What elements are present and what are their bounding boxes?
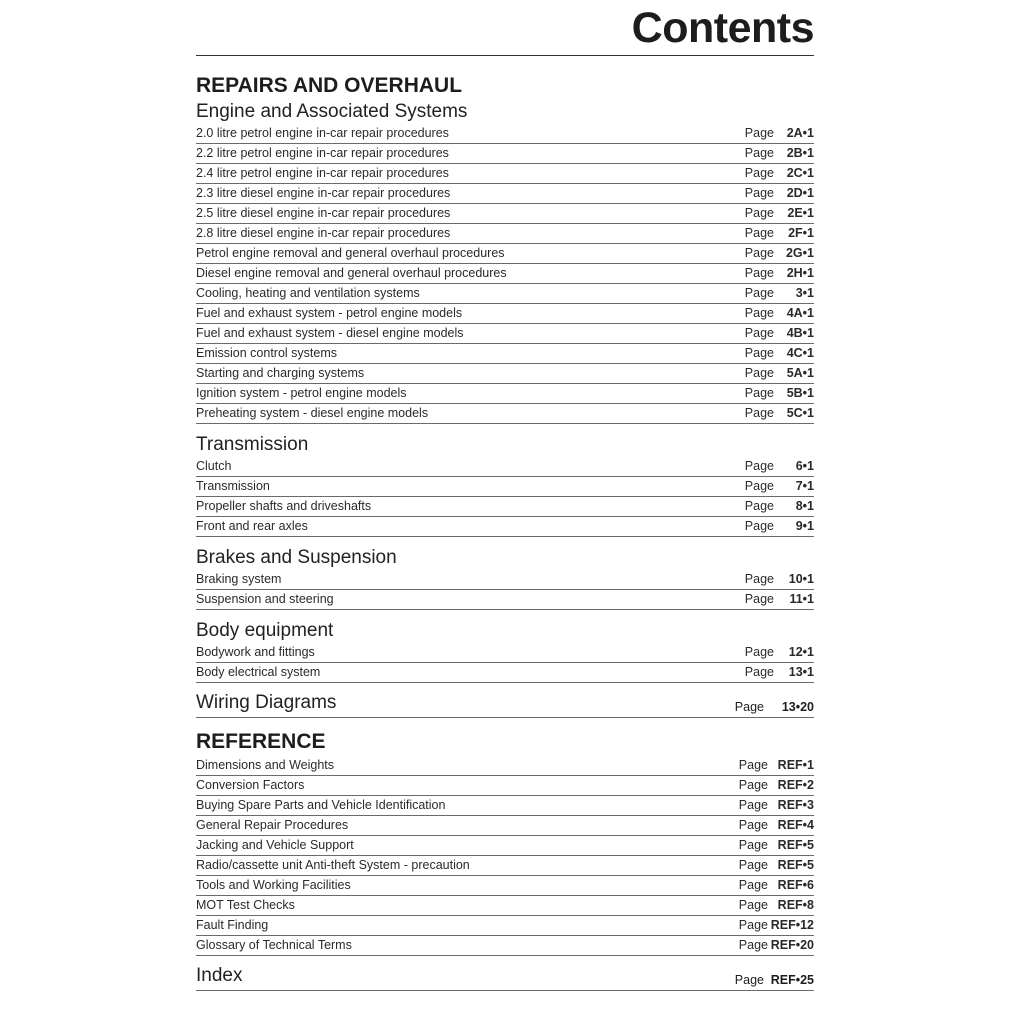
toc-entry[interactable] (196, 284, 814, 304)
toc-entry[interactable] (196, 816, 814, 836)
toc-entry-page: REF•5 (777, 838, 814, 852)
toc-entry-page: 2F•1 (788, 226, 814, 240)
page-prefix: Page (744, 326, 774, 340)
toc-entry-page: 12•1 (788, 645, 814, 659)
toc-entry-page: 11•1 (789, 592, 814, 606)
toc-entry-page: REF•8 (777, 898, 814, 912)
toc-entry[interactable] (196, 204, 814, 224)
toc-entry-page: 9•1 (795, 519, 814, 533)
page-prefix: Page (744, 146, 774, 160)
page-prefix: Page (744, 126, 774, 140)
toc-entry-label: Dimensions and Weights (196, 758, 335, 772)
page-prefix: Page (744, 386, 774, 400)
page-prefix: Page (734, 973, 764, 987)
toc-entry[interactable] (196, 570, 814, 590)
toc-entry-label: 2.0 litre petrol engine in-car repair procedures (196, 126, 449, 140)
toc-entry[interactable] (196, 344, 814, 364)
toc-entry[interactable] (196, 184, 814, 204)
section-heading: Engine and Associated Systems (196, 101, 468, 122)
toc-entry-page: 5B•1 (786, 386, 814, 400)
toc-entry-label: Clutch (196, 459, 232, 473)
toc-entry-label: Fuel and exhaust system - petrol engine models (196, 306, 463, 320)
toc-entry[interactable] (196, 264, 814, 284)
toc-entry-page: 3•1 (795, 286, 814, 300)
toc-entry[interactable] (196, 796, 814, 816)
toc-entry-label: Transmission (196, 479, 270, 493)
toc-entry[interactable] (196, 856, 814, 876)
toc-entry[interactable] (196, 916, 814, 936)
toc-entry[interactable] (196, 304, 814, 324)
toc-entry-label: Fault Finding (196, 918, 269, 932)
toc-entry-label: Emission control systems (196, 346, 338, 360)
toc-entry[interactable] (196, 124, 814, 144)
page-prefix: Page (738, 778, 768, 792)
toc-entry-page: 2E•1 (787, 206, 814, 220)
toc-entry[interactable] (196, 517, 814, 537)
toc-entry-label: 2.3 litre diesel engine in-car repair procedures (196, 186, 451, 200)
toc-entry-page: 4A•1 (786, 306, 814, 320)
toc-entry-label: Fuel and exhaust system - diesel engine models (196, 326, 464, 340)
page-prefix: Page (738, 878, 768, 892)
toc-entry-page: 2C•1 (786, 166, 814, 180)
page-prefix: Page (738, 898, 768, 912)
reference-list (196, 756, 814, 956)
toc-entry-label: Starting and charging systems (196, 366, 365, 380)
toc-entry-label: Conversion Factors (196, 778, 305, 792)
toc-entry-label: 2.8 litre diesel engine in-car repair procedures (196, 226, 451, 240)
page-prefix: Page (744, 286, 774, 300)
toc-entry[interactable] (196, 404, 814, 424)
toc-entry-page: REF•1 (777, 758, 814, 772)
page-title: Contents (631, 4, 814, 52)
page-prefix: Page (738, 858, 768, 872)
toc-entry[interactable] (196, 364, 814, 384)
toc-entry-label: Ignition system - petrol engine models (196, 386, 407, 400)
reference-heading: REFERENCE (196, 730, 326, 753)
toc-entry-label: Suspension and steering (196, 592, 334, 606)
wiring-diagrams-label: Wiring Diagrams (196, 692, 337, 713)
toc-entry[interactable] (196, 324, 814, 344)
page-prefix: Page (744, 499, 774, 513)
toc-entry-page: REF•12 (770, 918, 814, 932)
section-heading: Transmission (196, 434, 309, 455)
toc-entry-page: 8•1 (795, 499, 814, 513)
page-prefix: Page (738, 798, 768, 812)
toc-entry-label: Propeller shafts and driveshafts (196, 499, 372, 513)
page-prefix: Page (744, 572, 774, 586)
toc-entry-page: 7•1 (795, 479, 814, 493)
toc-entry-label: Glossary of Technical Terms (196, 938, 352, 952)
section-heading: Brakes and Suspension (196, 547, 397, 568)
repairs-sections (196, 100, 814, 683)
toc-entry-label: Bodywork and fittings (196, 645, 315, 659)
toc-entry-page: 10•1 (788, 572, 814, 586)
toc-entry-page: 5C•1 (786, 406, 814, 420)
toc-entry[interactable] (196, 224, 814, 244)
toc-entry-label: 2.2 litre petrol engine in-car repair procedures (196, 146, 449, 160)
page-prefix: Page (744, 665, 774, 679)
toc-entry-page: REF•5 (777, 858, 814, 872)
toc-entry-label: Tools and Working Facilities (196, 878, 351, 892)
page-prefix: Page (738, 758, 768, 772)
toc-entry-label: General Repair Procedures (196, 818, 349, 832)
toc-entry[interactable] (196, 663, 814, 683)
toc-entry-page: 2B•1 (786, 146, 814, 160)
toc-entry[interactable] (196, 244, 814, 264)
toc-entry-label: Petrol engine removal and general overhaul procedures (196, 246, 505, 260)
toc-entry-page: 6•1 (795, 459, 814, 473)
toc-entry-page: REF•20 (770, 938, 814, 952)
page-prefix: Page (738, 818, 768, 832)
page-prefix: Page (744, 306, 774, 320)
toc-entry[interactable] (196, 457, 814, 477)
wiring-diagrams-entry[interactable] (196, 691, 814, 718)
toc-entry[interactable] (196, 756, 814, 776)
toc-entry[interactable] (196, 643, 814, 663)
toc-entry-page: REF•3 (777, 798, 814, 812)
toc-entry-label: 2.5 litre diesel engine in-car repair procedures (196, 206, 451, 220)
toc-entry-label: 2.4 litre petrol engine in-car repair procedures (196, 166, 449, 180)
index-entry[interactable] (196, 964, 814, 991)
toc-entry-label: Diesel engine removal and general overhaul procedures (196, 266, 507, 280)
title-divider (196, 55, 814, 56)
page-prefix: Page (744, 366, 774, 380)
toc-entry-label: Radio/cassette unit Anti-theft System - precaution (196, 858, 470, 872)
toc-entry-page: 2G•1 (785, 246, 814, 260)
toc-entry[interactable] (196, 164, 814, 184)
page-prefix: Page (744, 266, 774, 280)
page-prefix: Page (744, 186, 774, 200)
page-prefix: Page (744, 346, 774, 360)
toc-entry-page: 5A•1 (786, 366, 814, 380)
page-prefix: Page (744, 226, 774, 240)
page-prefix: Page (738, 938, 768, 952)
toc-entry-page: 2D•1 (786, 186, 814, 200)
toc-entry[interactable] (196, 896, 814, 916)
page-prefix: Page (744, 519, 774, 533)
toc-entry[interactable] (196, 477, 814, 497)
page-prefix: Page (738, 918, 768, 932)
toc-entry[interactable] (196, 836, 814, 856)
toc-entry-label: Buying Spare Parts and Vehicle Identification (196, 798, 446, 812)
page-prefix: Page (738, 838, 768, 852)
wiring-diagrams-page: 13•20 (781, 700, 814, 714)
page-prefix: Page (744, 592, 774, 606)
toc-entry-label: Preheating system - diesel engine models (196, 406, 429, 420)
toc-entry-label: Front and rear axles (196, 519, 308, 533)
toc-entry-page: 2A•1 (786, 126, 814, 140)
page-prefix: Page (744, 166, 774, 180)
toc-entry[interactable] (196, 497, 814, 517)
toc-body (196, 72, 814, 991)
toc-entry-page: 4C•1 (786, 346, 814, 360)
page-prefix: Page (734, 700, 764, 714)
toc-entry-label: Body electrical system (196, 665, 321, 679)
toc-entry-page: REF•2 (777, 778, 814, 792)
page-prefix: Page (744, 479, 774, 493)
toc-entry[interactable] (196, 936, 814, 956)
repairs-heading: REPAIRS AND OVERHAUL (196, 74, 463, 97)
toc-entry[interactable] (196, 384, 814, 404)
toc-entry-page: 4B•1 (786, 326, 814, 340)
toc-entry-label: Braking system (196, 572, 282, 586)
toc-entry-page: 13•1 (788, 665, 814, 679)
page-prefix: Page (744, 459, 774, 473)
page-prefix: Page (744, 246, 774, 260)
toc-entry-page: REF•6 (777, 878, 814, 892)
section-heading: Body equipment (196, 620, 334, 641)
toc-entry[interactable] (196, 144, 814, 164)
toc-entry-page: 2H•1 (786, 266, 814, 280)
toc-entry[interactable] (196, 876, 814, 896)
toc-entry-page: REF•4 (777, 818, 814, 832)
index-page: REF•25 (770, 973, 814, 987)
page-prefix: Page (744, 406, 774, 420)
index-label: Index (196, 965, 243, 986)
page-prefix: Page (744, 206, 774, 220)
page-prefix: Page (744, 645, 774, 659)
toc-entry-label: Jacking and Vehicle Support (196, 838, 354, 852)
toc-entry-label: MOT Test Checks (196, 898, 295, 912)
toc-entry[interactable] (196, 776, 814, 796)
toc-entry-label: Cooling, heating and ventilation systems (196, 286, 420, 300)
toc-entry[interactable] (196, 590, 814, 610)
